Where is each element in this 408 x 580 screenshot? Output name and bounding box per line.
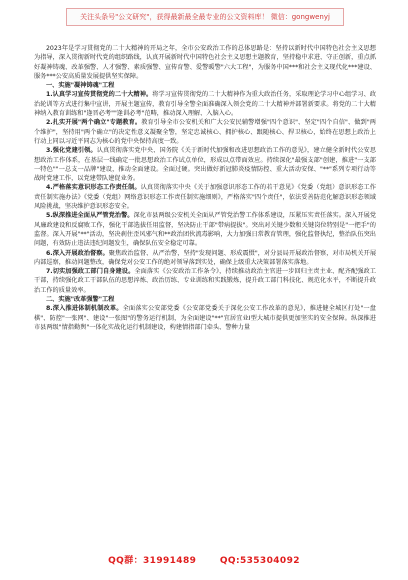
item-title: 7.切实加强政工部门自身建设。 [46,268,135,276]
qq-text: QQ:535304092 [219,556,300,566]
section-1-item [34,90,376,118]
item-title: 4.严格落实意识形态工作责任制。 [46,184,141,192]
item-title: 2.扎实开展"两个确立"专题教育。 [46,119,142,127]
item-body: 认真贯彻落实中央《关于加强意识形态工作的若干意见》《党委（党组）意识形态工作责任制实施办法》《党委（党组）网络意识形态工作责任制实施细则》，严格落实"四个责任"，依法妥善防范化解意识形态领域风险挑战，坚决维护意识形态安全。 [34,184,376,211]
item-body: 深化市县两级公安机关全面从严管党治警工作体系建设，压紧压实责任落实。深入开展党风廉政建设和反腐败工作，强化干部选拔任用监督，坚决防止干部"带病提拔"。突出对关键少数和关键岗位特别是"一把手"的监督。深入开展"**"活动，坚决刹住歪风邪气和**政治团伙流毒影响，大力加强日常教育管理，强化监督执纪，整治队伍突出问题，有效防止违法违纪问题发生，确保队伍安全稳定可靠。 [34,212,377,248]
item-body: 全面落实公安部党委《公安部党委关于深化公安工作改革的意见》，推进健全城区打处"一盘棋"、防控"一张网"、建设"一张图"的警务运行机制，为全面建设"**"宜居宜业Ⅰ型大城市提供更加坚实的安全保障。纵深推进市县两级"情指勤舆"一体化实战化运行机制建设，构建情指部门牵头、警种力量 [34,305,376,331]
item-body: 认真贯彻落实党中央、国务院《关于新时代加强和改进思想政治工作的意见》，建立健全新时代公安思想政治工作体系，在基层一线确定一批思想政治工作试点单位，形成以点带面效应。持续深化"最强支部"创建，推进"一支部一特色""一总支一品牌"建设，推动全面建设。全面过硬。突出做好新冠肺炎疫情防控、重大活动安保、"**"系列专项行动等战时党建工作，以党建带队建促业务。 [34,147,377,183]
item-body: 教育引导全市公安机关和广大公安民辅警增强"四个意识"、坚定"四个自信"、做到"两个维护"，坚持用"两个确立"的决定性意义凝聚全警，坚定忠诚核心、拥护核心、跟随核心、捍卫核心，始终在思想上政治上行动上同以习近平同志为核心的党中央保持高度一致。 [34,119,376,145]
section-1-item [34,267,376,295]
document-body [34,44,376,332]
qq-group-text: QQ群：31991489 [108,556,197,566]
item-body: 将学习宣传贯彻党的二十大精神作为重大政治任务，采取理论学习中心组学习、政治轮训等方式进行集中宣讲，开展主题宣传，教育引导全警全面准确深入领会党的二十大精神并部署新要求。将党的二十大精神纳入教育训练和"逢晋必考""逢训必考"范畴，推动深入理解、入脑入心。 [34,91,377,118]
item-body: 聚焦政治监督、从严治警，坚持"发现问题、形成震慑"，对分县局开展政治督察，对市局机关开展内部巡察，推动问题整改，确保党对公安工作的绝对领导落到实处，确保上级重大决策部署落实落地。 [34,249,377,266]
item-title: 3.强化党建引领。 [46,147,97,155]
item-title: 1.认真学习宣传贯彻党的二十大精神。 [46,91,153,99]
promo-banner: 关注头条号"公文研究"，获得最新最全最专业的公文资料库！ 微信：gongwenyj [66,8,344,26]
section-1-item [34,146,376,183]
section-1-item [34,118,376,146]
item-title: 5.纵深推进全面从严管党治警。 [46,212,134,220]
item-body: 全面落实《公安政治工作条令》，持续推动政治主官进一步回归主责主业、配齐配强政工干部，持续强化政工干部队伍的思想淬炼、政治历练、专业训练和实践锻炼，提升政工部门科技化、规范化水平，不断提升政治工作的质量效率。 [34,268,376,294]
section-1-item [34,211,376,248]
intro-paragraph: 2023年是学习贯彻党的二十大精神的开局之年，全市公安政治工作的总体思路是：坚持以新时代中国特色社会主义思想为指导，深入贯彻新时代党的组织路线，认真开展新时代中国特色社会主义思想主题教育，坚持稳中求进、守正创新，重点抓好凝神铸魂、改革强警、人才强警、素质强警、宣传育警、爱警暖警"六大工程"，为服务中国***和社会主义现代化***建设、服务***公安高质量发展提供坚实保障。 [34,45,376,80]
section-1-title: 一、实施"凝神铸魂"工程 [46,82,115,90]
contact-footer [0,553,408,566]
section-1-item [34,249,376,268]
item-title: 6.深入开展政治督察。 [46,249,109,257]
section-2-title: 二、实施"改革强警"工程 [46,296,115,304]
section-1-item [34,183,376,211]
item-title: 8.深入推进体制机制改革。 [46,305,123,313]
section-2-item [34,304,376,332]
